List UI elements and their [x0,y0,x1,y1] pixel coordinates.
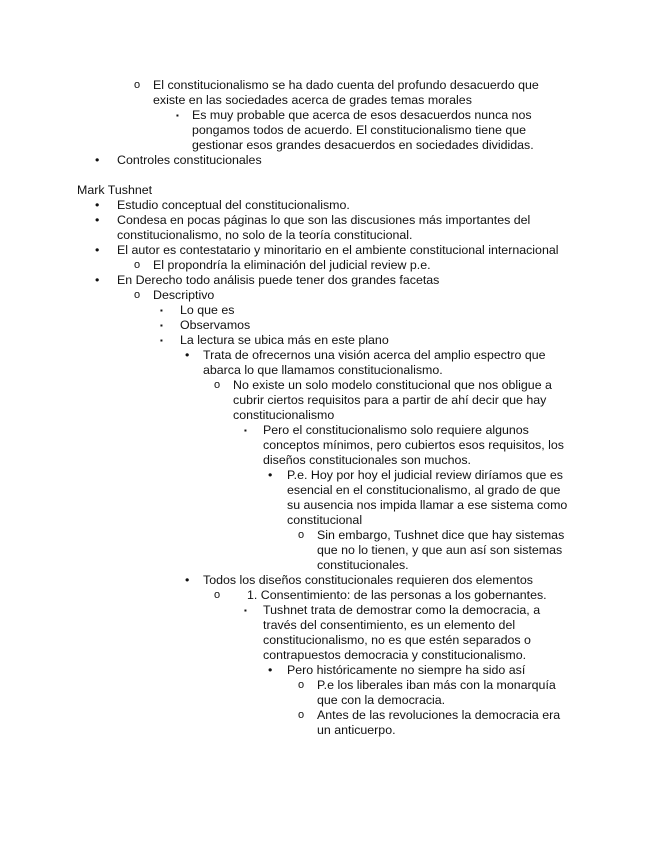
text-line: Pero históricamente no siempre ha sido así [287,663,526,677]
text-line: diseños constitucionales son muchos. [263,453,472,467]
circle-marker: o [298,709,305,721]
square-marker: ▪ [244,426,247,435]
bullet-marker: • [185,573,190,587]
text-line: constitucionalismo, no es que estén separados o [263,633,531,647]
text-line: un anticuerpo. [317,723,396,737]
square-marker: ▪ [160,336,163,345]
text-line: cubrir ciertos requisitos para a partir de ahí decir que hay [233,393,547,407]
text-line: abarca lo que llamamos constitucionalismo. [203,363,443,377]
text-line: El constitucionalismo se ha dado cuenta del profundo desacuerdo que [153,78,539,92]
text-line: su ausencia nos impida llamar a ese sistema como [287,498,568,512]
bullet-marker: • [185,348,190,362]
bullet-marker: • [268,663,273,677]
text-line: constitucionales. [317,558,409,572]
text-line: Tushnet trata de demostrar como la democracia, a [263,603,541,617]
text-line: Condesa en pocas páginas lo que son las discusiones más importantes del [117,213,531,227]
bullet-marker: • [268,468,273,482]
text-line: Todos los diseños constitucionales requieren dos elementos [203,573,533,587]
text-line: 1. Consentimiento: de las personas a los gobernantes. [247,588,547,602]
text-line: El autor es contestatario y minoritario en el ambiente constitucional internacional [117,243,559,257]
bullet-marker: • [95,153,100,167]
circle-marker: o [298,679,305,691]
text-line: constitucionalismo, no solo de la teoría constitucional. [117,228,413,242]
bullet-marker: • [95,243,100,257]
text-line: Observamos [180,318,251,332]
circle-marker: o [214,379,221,391]
text-line: P.e los liberales iban más con la monarquía [317,678,556,692]
text-line: que con la democracia. [317,693,446,707]
circle-marker: o [214,589,221,601]
text-line: gestionar esos grandes desacuerdos en sociedades divididas. [192,138,534,152]
square-marker: ▪ [160,306,163,315]
text-line: pongamos todos de acuerdo. El constitucionalismo tiene que [192,123,527,137]
text-line: que no lo tienen, y que aun así son sistemas [317,543,563,557]
text-line: P.e. Hoy por hoy el judicial review diríamos que es [287,468,563,482]
text-line: El propondría la eliminación del judicial review p.e. [153,258,431,272]
text-line: través del consentimiento, es un elemento del [263,618,516,632]
square-marker: ▪ [176,111,179,120]
text-line: Estudio conceptual del constitucionalismo. [117,198,350,212]
square-marker: ▪ [244,606,247,615]
text-line: La lectura se ubica más en este plano [180,333,389,347]
circle-marker: o [134,289,141,301]
bullet-marker: • [95,213,100,227]
circle-marker: o [134,259,141,271]
text-line: contrapuestos democracia y constitucionalismo. [263,648,527,662]
text-line: Pero el constitucionalismo solo requiere algunos [263,423,529,437]
text-line: constitucionalismo [233,408,335,422]
text-line: esencial en el constitucionalismo, al grado de que [287,483,561,497]
text-line: Es muy probable que acerca de esos desacuerdos nunca nos [192,108,532,122]
square-marker: ▪ [160,321,163,330]
bullet-marker: • [95,198,100,212]
circle-marker: o [134,79,141,91]
text-line: Descriptivo [153,288,215,302]
text-line: No existe un solo modelo constitucional que nos obligue a [233,378,552,392]
text-line: Lo que es [180,303,235,317]
bullet-marker: • [95,273,100,287]
text-line: Trata de ofrecernos una visión acerca del amplio espectro que [203,348,546,362]
text-line: existe en las sociedades acerca de grades temas morales [153,93,472,107]
section-heading: Mark Tushnet [77,183,153,197]
text-line: Sin embargo, Tushnet dice que hay sistemas [317,528,565,542]
text-line: Antes de las revoluciones la democracia era [317,708,561,722]
text-line: En Derecho todo análisis puede tener dos grandes facetas [117,273,440,287]
circle-marker: o [298,529,305,541]
text-line: Controles constitucionales [117,153,262,167]
text-line: conceptos mínimos, pero cubiertos esos requisitos, los [263,438,564,452]
text-line: constitucional [287,513,363,527]
